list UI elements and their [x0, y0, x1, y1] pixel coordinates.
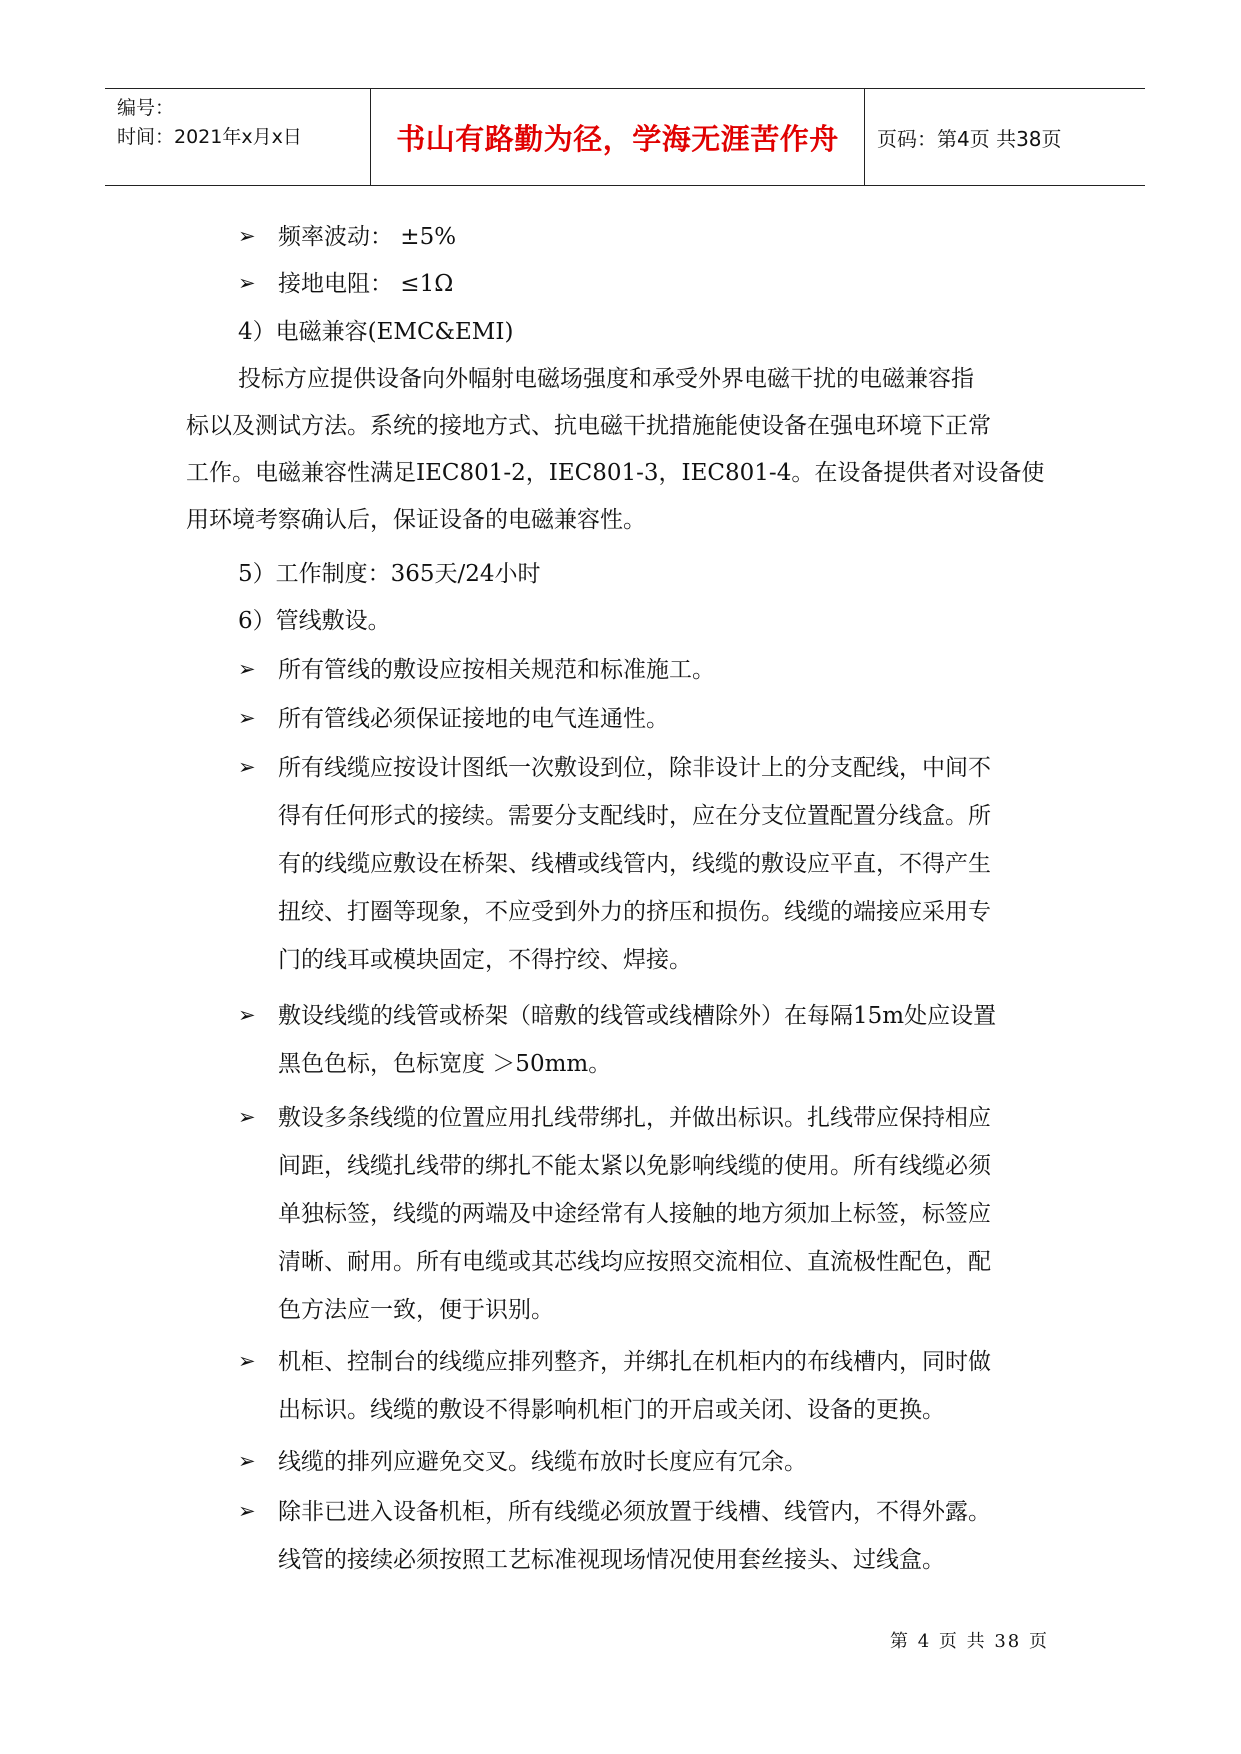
bullet-icon: ➢ [238, 1499, 256, 1523]
body-line: 所有线缆应按设计图纸一次敷设到位，除非设计上的分支配线，中间不 [278, 755, 991, 781]
body-line: 6）管线敷设。 [238, 608, 391, 634]
header-motto: 书山有路勤为径，学海无涯苦作舟 [396, 121, 839, 156]
header-number-label: 编号： [117, 97, 175, 119]
body-line: 投标方应提供设备向外幅射电磁场强度和承受外界电磁干扰的电磁兼容指 [238, 366, 974, 392]
body-line: 频率波动： ±5% [278, 224, 457, 250]
header-left-cell [105, 89, 370, 185]
body-line: 5）工作制度：365天/24小时 [238, 561, 541, 587]
body-line: 扭绞、打圈等现象，不应受到外力的挤压和损伤。线缆的端接应采用专 [278, 899, 991, 925]
page-header [105, 88, 1145, 186]
body-line: 标以及测试方法。系统的接地方式、抗电磁干扰措施能使设备在强电环境下正常 [186, 413, 991, 439]
body-line: 清晰、耐用。所有电缆或其芯线均应按照交流相位、直流极性配色，配 [278, 1249, 991, 1275]
body-line: 间距，线缆扎线带的绑扎不能太紧以免影响线缆的使用。所有线缆必须 [278, 1153, 991, 1179]
bullet-icon: ➢ [238, 1349, 256, 1373]
body-line: 工作。电磁兼容性满足IEC801-2，IEC801-3，IEC801-4。在设备提供者对设备使 [186, 460, 1045, 486]
bullet-icon: ➢ [238, 224, 256, 248]
header-page-cell [865, 89, 1145, 185]
body-line: 除非已进入设备机柜，所有线缆必须放置于线槽、线管内，不得外露。 [278, 1499, 991, 1525]
bullet-icon: ➢ [238, 706, 256, 730]
body-line: 色方法应一致，便于识别。 [278, 1297, 554, 1323]
body-line: 出标识。线缆的敷设不得影响机柜门的开启或关闭、设备的更换。 [278, 1397, 945, 1423]
body-line: 门的线耳或模块固定，不得拧绞、焊接。 [278, 947, 692, 973]
body-line: 黑色色标，色标宽度 ＞50mm。 [278, 1051, 612, 1077]
body-line: 线缆的排列应避免交叉。线缆布放时长度应有冗余。 [278, 1449, 807, 1475]
body-line: 接地电阻： ≤1Ω [278, 271, 454, 297]
body-line: 4）电磁兼容(EMC&EMI) [238, 319, 514, 345]
header-motto-cell [370, 89, 865, 185]
body-line: 单独标签，线缆的两端及中途经常有人接触的地方须加上标签，标签应 [278, 1201, 991, 1227]
body-line: 用环境考察确认后，保证设备的电磁兼容性。 [186, 507, 646, 533]
bullet-icon: ➢ [238, 1449, 256, 1473]
bullet-icon: ➢ [238, 271, 256, 295]
header-date: 时间：2021年x月x日 [117, 126, 302, 148]
header-page-info: 页码：第4页 共38页 [877, 126, 1062, 151]
body-line: 有的线缆应敷设在桥架、线槽或线管内，线缆的敷设应平直，不得产生 [278, 851, 991, 877]
body-line: 所有管线必须保证接地的电气连通性。 [278, 706, 669, 732]
body-line: 敷设多条线缆的位置应用扎线带绑扎，并做出标识。扎线带应保持相应 [278, 1105, 991, 1131]
page-footer: 第 4 页 共 38 页 [890, 1631, 1049, 1652]
bullet-icon: ➢ [238, 1105, 256, 1129]
bullet-icon: ➢ [238, 1003, 256, 1027]
body-line: 线管的接续必须按照工艺标准视现场情况使用套丝接头、过线盒。 [278, 1547, 945, 1573]
bullet-icon: ➢ [238, 755, 256, 779]
bullet-icon: ➢ [238, 657, 256, 681]
body-line: 所有管线的敷设应按相关规范和标准施工。 [278, 657, 715, 683]
body-line: 机柜、控制台的线缆应排列整齐，并绑扎在机柜内的布线槽内，同时做 [278, 1349, 991, 1375]
body-line: 敷设线缆的线管或桥架（暗敷的线管或线槽除外）在每隔15m处应设置 [278, 1003, 997, 1029]
body-line: 得有任何形式的接续。需要分支配线时，应在分支位置配置分线盒。所 [278, 803, 991, 829]
